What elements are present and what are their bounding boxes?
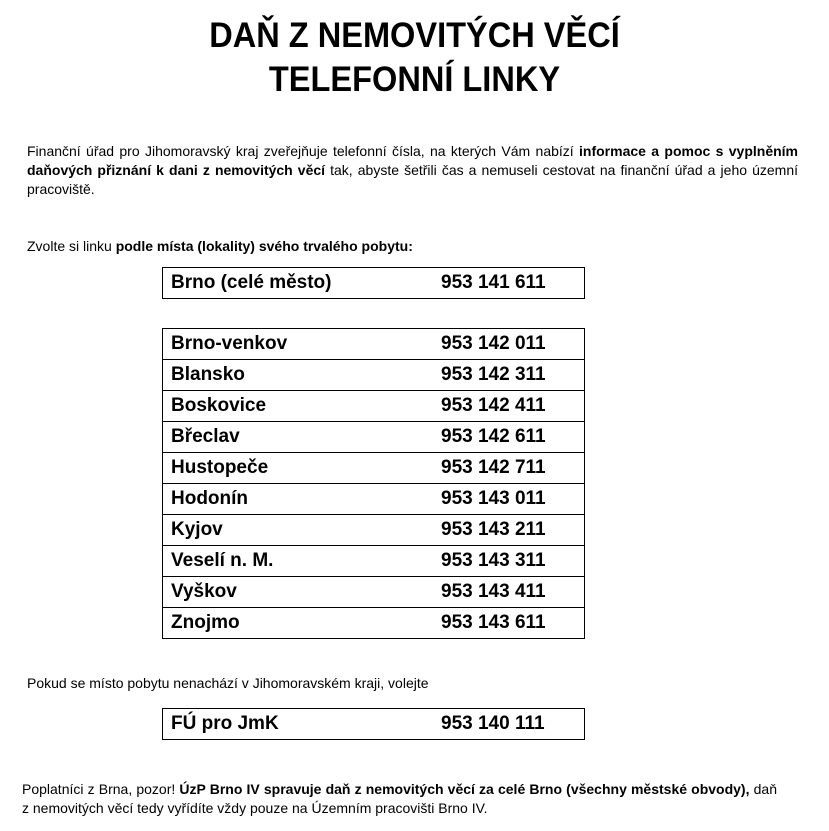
intro-bold-text: informace a pomoc s vyplněním daňových přiznání k dani z nemovitých věcí [27, 143, 798, 178]
table-row [163, 268, 585, 299]
table-row [163, 608, 585, 639]
location-name: Hustopeče [163, 453, 434, 484]
page-title-line2: TELEFONNÍ LINKY [268, 60, 561, 99]
footer-paragraph [22, 780, 777, 818]
footer-bold-text: ÚzP Brno IV spravuje daň z nemovitých věcí za celé Brno (všechny městské obvody), [179, 781, 750, 797]
table-row [163, 391, 585, 422]
location-name: Brno (celé město) [163, 268, 434, 299]
phone-number: 953 143 611 [433, 608, 585, 639]
table-row [163, 577, 585, 608]
table-row [163, 484, 585, 515]
regional-lines-body [163, 329, 585, 639]
intro-text-end: tak, abyste šetřili čas a nemuseli cestovat na finanční úřad a jeho územní pracoviště. [27, 162, 798, 197]
location-name: Veselí n. M. [163, 546, 434, 577]
location-prompt [27, 237, 413, 256]
table-row [163, 329, 585, 360]
intro-text-start: Finanční úřad pro Jihomoravský kraj zveřejňuje telefonní čísla, na kterých Vám nabízí [27, 143, 580, 159]
phone-number: 953 143 411 [433, 577, 585, 608]
footer-text-end: daň z nemovitých věcí tedy vyřídíte vždy pouze na Územním pracovišti Brno IV. [22, 781, 777, 816]
table-row [163, 453, 585, 484]
location-name: FÚ pro JmK [163, 709, 434, 740]
intro-paragraph [27, 142, 798, 199]
location-name: Brno-venkov [163, 329, 434, 360]
outside-region-text: Pokud se místo pobytu nenachází v Jihomoravském kraji, volejte [27, 675, 429, 691]
fu-line-table [162, 708, 585, 740]
phone-number: 953 142 711 [433, 453, 585, 484]
regional-lines-table [162, 328, 585, 639]
phone-number: 953 140 111 [433, 709, 585, 740]
location-name: Hodonín [163, 484, 434, 515]
phone-number: 953 142 611 [433, 422, 585, 453]
location-name: Kyjov [163, 515, 434, 546]
location-name: Blansko [163, 360, 434, 391]
phone-number: 953 143 011 [433, 484, 585, 515]
table-row [163, 515, 585, 546]
table-row [163, 360, 585, 391]
brno-line-table [162, 267, 585, 299]
phone-number: 953 143 311 [433, 546, 585, 577]
table-row [163, 422, 585, 453]
footer-text-start: Poplatníci z Brna, pozor! [22, 781, 180, 797]
prompt-text: Zvolte si linku [27, 238, 116, 254]
phone-number: 953 142 311 [433, 360, 585, 391]
table-row [163, 709, 585, 740]
table-row [163, 546, 585, 577]
phone-number: 953 141 611 [433, 268, 585, 299]
location-name: Vyškov [163, 577, 434, 608]
location-name: Boskovice [163, 391, 434, 422]
phone-number: 953 142 411 [433, 391, 585, 422]
prompt-bold-text: podle místa (lokality) svého trvalého pobytu: [115, 238, 413, 254]
location-name: Břeclav [163, 422, 434, 453]
location-name: Znojmo [163, 608, 434, 639]
page-title-line1: DAŇ Z NEMOVITÝCH VĚCÍ [209, 16, 620, 55]
phone-number: 953 142 011 [433, 329, 585, 360]
phone-number: 953 143 211 [433, 515, 585, 546]
